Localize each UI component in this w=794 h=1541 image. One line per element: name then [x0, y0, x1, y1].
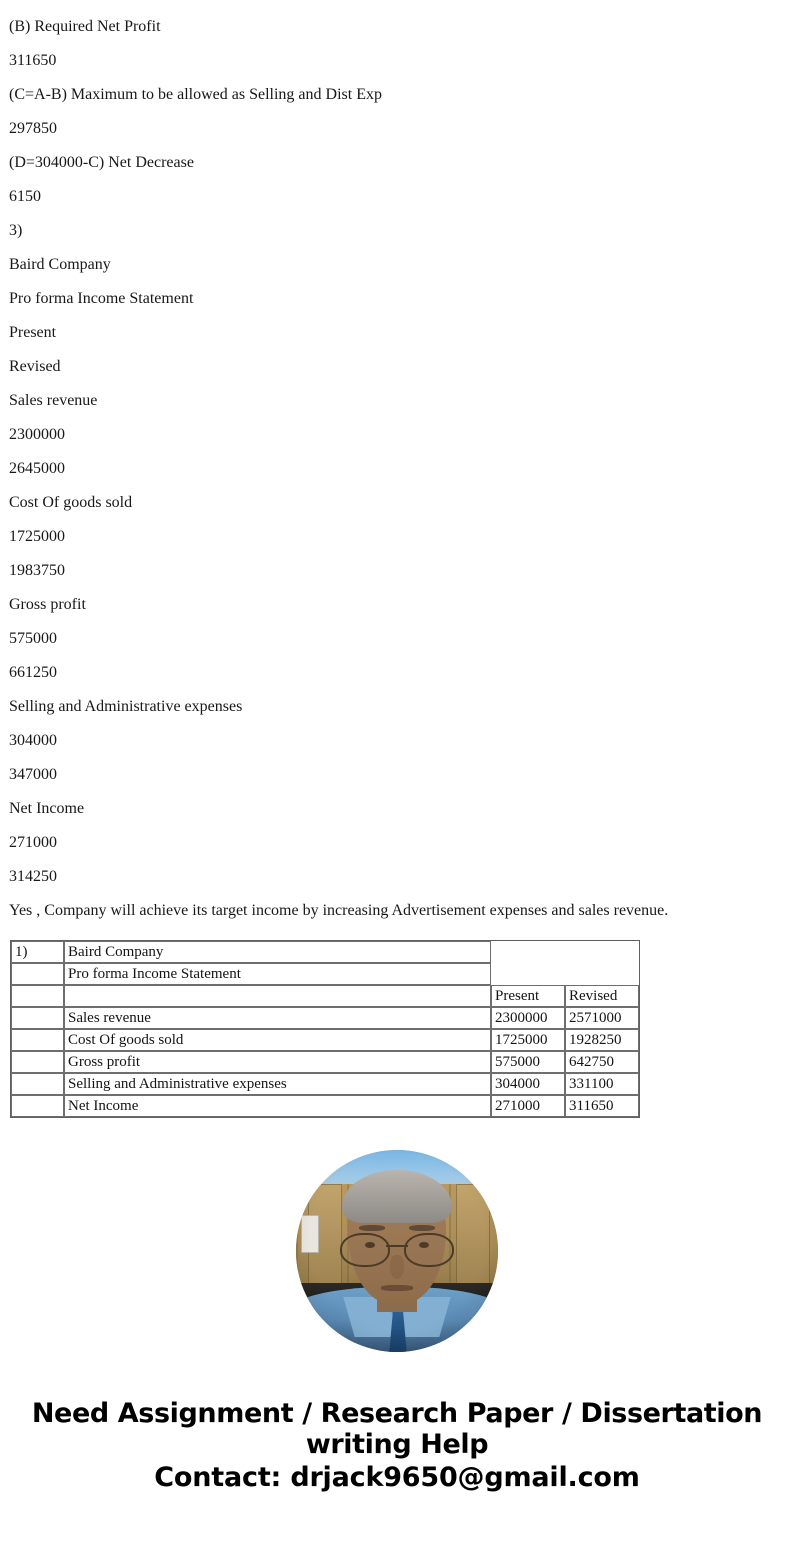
cell-empty [11, 1007, 64, 1029]
column-header-present: Present [491, 985, 565, 1007]
cell-revised-value: 642750 [565, 1051, 639, 1073]
doc-line: 661250 [9, 664, 57, 681]
doc-line: 3) [9, 222, 23, 239]
cell-revised-value: 1928250 [565, 1029, 639, 1051]
doc-line: Baird Company [9, 256, 111, 273]
cell-row-label: Gross profit [64, 1051, 491, 1073]
doc-line: 2300000 [9, 426, 65, 443]
cell-revised-value: 331100 [565, 1073, 639, 1095]
cell-row-label: Cost Of goods sold [64, 1029, 491, 1051]
table-row [11, 1007, 639, 1029]
table-header-row [11, 985, 639, 1007]
cell-empty [491, 941, 565, 963]
doc-line: Net Income [9, 800, 85, 817]
cell-statement-subtitle: Pro forma Income Statement [64, 963, 491, 985]
photo-vignette [296, 1150, 498, 1352]
doc-line: 2645000 [9, 460, 65, 477]
doc-line: Yes , Company will achieve its target income by increasing Advertisement expenses and sales revenue. [9, 902, 669, 919]
cell-row-label: Selling and Administrative expenses [64, 1073, 491, 1095]
cell-revised-value: 2571000 [565, 1007, 639, 1029]
table-row [11, 1095, 639, 1117]
cell-present-value: 575000 [491, 1051, 565, 1073]
cell-row-label: Net Income [64, 1095, 491, 1117]
doc-line: Pro forma Income Statement [9, 290, 194, 307]
cell-present-value: 2300000 [491, 1007, 565, 1029]
doc-line: 271000 [9, 834, 57, 851]
cell-empty [491, 963, 565, 985]
column-header-revised: Revised [565, 985, 639, 1007]
cell-empty [64, 985, 491, 1007]
doc-line: 347000 [9, 766, 57, 783]
doc-line: 314250 [9, 868, 57, 885]
doc-line: Selling and Administrative expenses [9, 698, 243, 715]
doc-line: 297850 [9, 120, 57, 137]
cell-revised-value: 311650 [565, 1095, 639, 1117]
doc-line: 6150 [9, 188, 41, 205]
promo-contact-email: Contact: drjack9650@gmail.com [154, 1462, 640, 1493]
portrait-row [0, 1150, 794, 1352]
cell-empty [11, 1095, 64, 1117]
cell-empty [11, 1073, 64, 1095]
doc-line: Sales revenue [9, 392, 98, 409]
cell-empty [11, 1051, 64, 1073]
table-row [11, 1051, 639, 1073]
text-block [0, 18, 794, 920]
cell-empty [565, 941, 639, 963]
doc-line: 311650 [9, 52, 57, 69]
table-row [11, 1029, 639, 1051]
cell-present-value: 271000 [491, 1095, 565, 1117]
cell-empty [11, 1029, 64, 1051]
doc-line: 575000 [9, 630, 57, 647]
doc-line: (D=304000-C) Net Decrease [9, 154, 194, 171]
statement-table-wrapper [0, 940, 794, 1118]
cell-present-value: 304000 [491, 1073, 565, 1095]
doc-line: 304000 [9, 732, 57, 749]
table-row [11, 963, 639, 985]
cell-company-name: Baird Company [64, 941, 491, 963]
document-body [0, 18, 794, 1494]
cell-empty [565, 963, 639, 985]
table-row [11, 1073, 639, 1095]
doc-line: Cost Of goods sold [9, 494, 133, 511]
promo-block [0, 1398, 794, 1494]
doc-line: 1725000 [9, 528, 65, 545]
cell-empty [11, 963, 64, 985]
promo-headline: Need Assignment / Research Paper / Dissertation writing Help [31, 1398, 763, 1460]
doc-line: (B) Required Net Profit [9, 18, 161, 35]
cell-present-value: 1725000 [491, 1029, 565, 1051]
cell-empty [11, 985, 64, 1007]
avatar [296, 1150, 498, 1352]
doc-line: (C=A-B) Maximum to be allowed as Selling and Dist Exp [9, 86, 382, 103]
doc-line: Revised [9, 358, 61, 375]
doc-line: Present [9, 324, 57, 341]
income-statement-table [10, 940, 640, 1118]
cell-row-label: Sales revenue [64, 1007, 491, 1029]
doc-line: 1983750 [9, 562, 65, 579]
table-row [11, 941, 639, 963]
doc-line: Gross profit [9, 596, 86, 613]
cell-question-number: 1) [11, 941, 64, 963]
